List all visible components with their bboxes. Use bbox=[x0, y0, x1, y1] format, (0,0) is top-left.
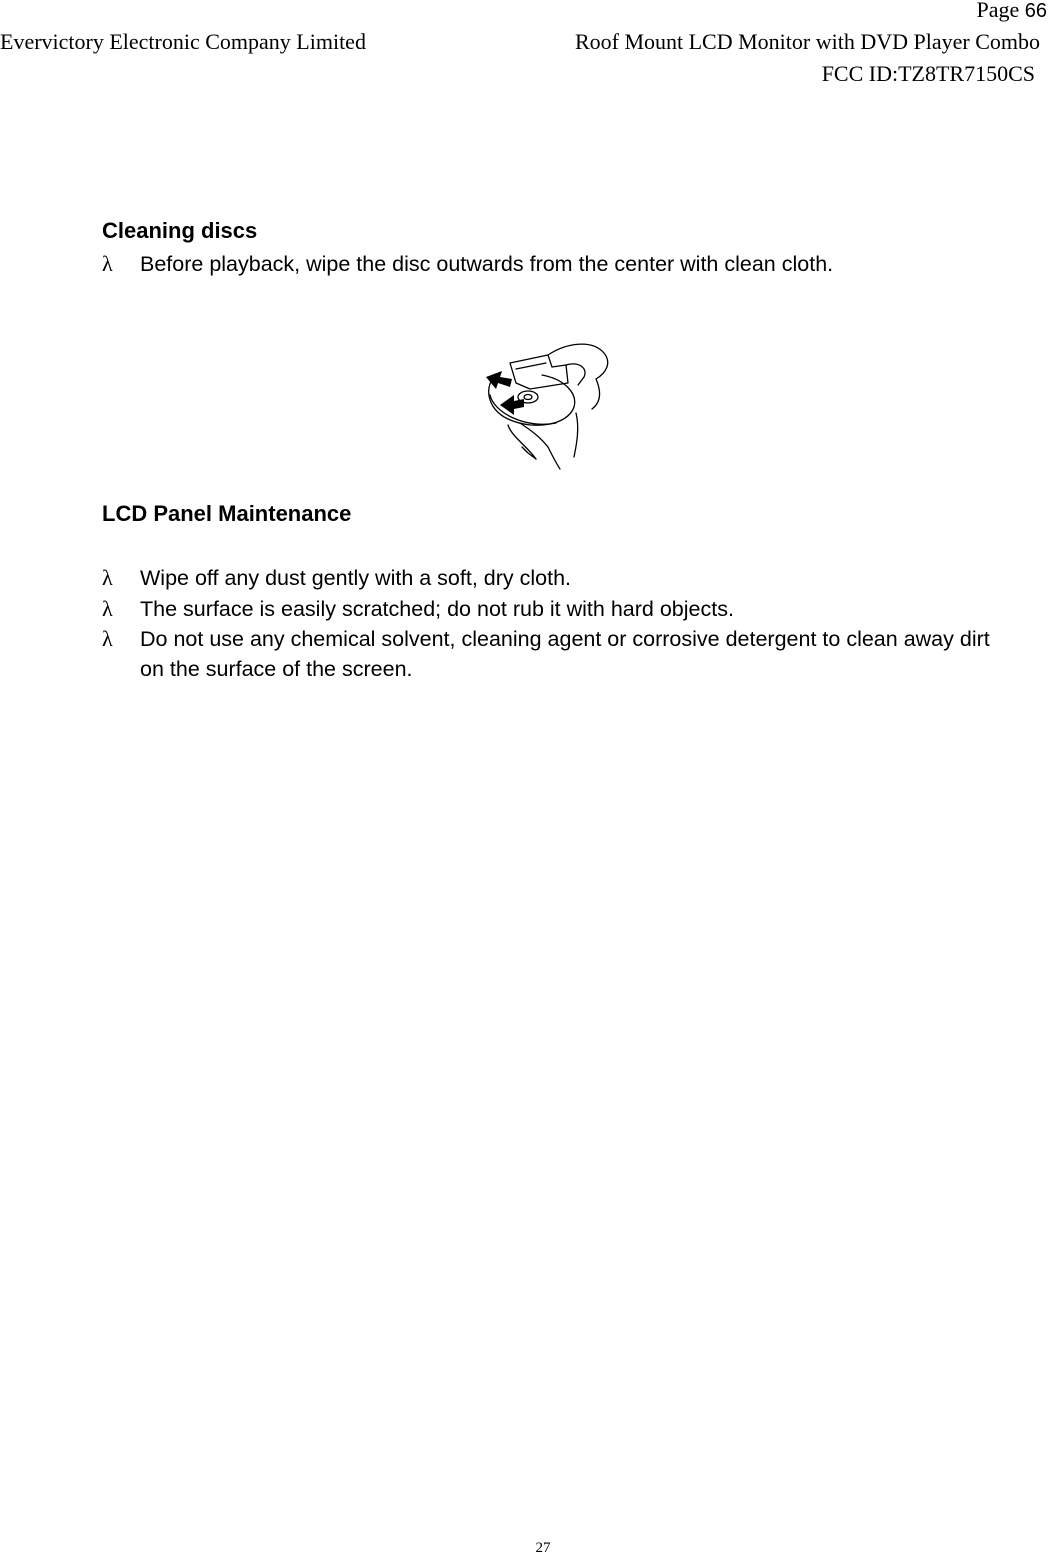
lower-hand bbox=[508, 425, 536, 459]
bullet-symbol: λ bbox=[102, 565, 113, 590]
cleaning-discs-heading: Cleaning discs bbox=[102, 218, 258, 243]
bullet-symbol: λ bbox=[102, 251, 113, 276]
bullet-symbol: λ bbox=[102, 626, 113, 651]
cleaning-bullet-text: Before playback, wipe the disc outwards from the center with clean cloth. bbox=[140, 252, 834, 276]
lcd-bullet-text: Do not use any chemical solvent, cleaning agent or corrosive detergent to clean away dirt on the surface of the screen. bbox=[140, 627, 990, 681]
bullet-symbol: λ bbox=[102, 596, 113, 621]
cloth bbox=[510, 355, 568, 389]
lcd-bullet-text: The surface is easily scratched; do not rub it with hard objects. bbox=[140, 597, 734, 621]
header-product: Roof Mount LCD Monitor with DVD Player Combo bbox=[574, 29, 1040, 54]
footer-page-number: 27 bbox=[535, 1540, 551, 1556]
header-fcc-id: FCC ID:TZ8TR7150CS bbox=[821, 61, 1035, 86]
lcd-panel-heading: LCD Panel Maintenance bbox=[102, 501, 352, 526]
page-number: 66 bbox=[1024, 0, 1047, 22]
header-page-number bbox=[976, 0, 1047, 24]
header-company: Evervictory Electronic Company Limited bbox=[0, 29, 366, 54]
page-label: Page bbox=[976, 0, 1020, 22]
hand-wiping-disc-icon bbox=[456, 333, 640, 471]
lcd-bullet-text: Wipe off any dust gently with a soft, dry cloth. bbox=[140, 566, 572, 590]
